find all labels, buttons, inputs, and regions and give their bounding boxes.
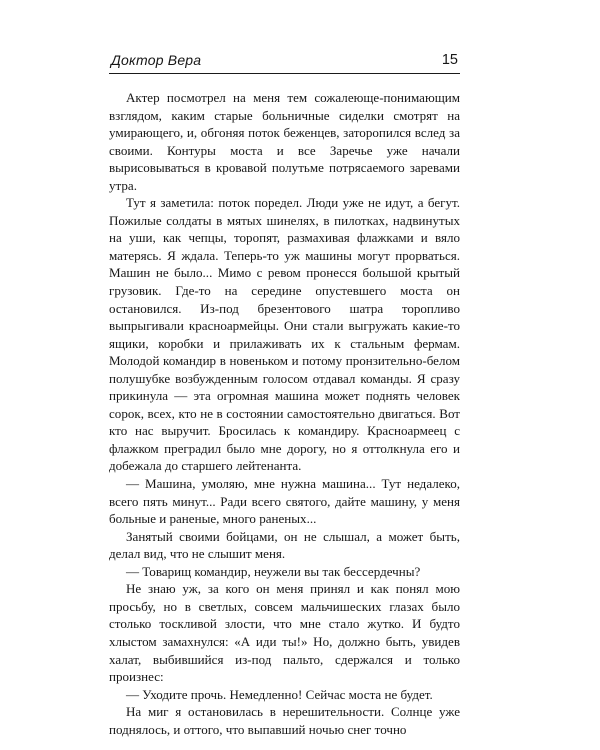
paragraph: — Машина, умоляю, мне нужна машина... Тут недалеко, всего пять минут... Ради всего святого, дайте машину, у меня больные и раненые, много раненых... <box>109 476 460 527</box>
running-header <box>109 49 460 74</box>
paragraph: Занятый своими бойцами, он не слышал, а может быть, делал вид, что не слышит меня. <box>109 528 460 562</box>
paragraph: Не знаю уж, за кого он меня принял и как понял мою просьбу, но в светлых, совсем мальчишеских глазах было столько тоскливой злости, что мне стало жутко. И будто хлыстом замахнулся: «А иди ты!» Но, должно быть, увидев халат, выбившийся из-под пальто, сдержался и только произнес: <box>109 581 460 685</box>
paragraph: На миг я остановилась в нерешительности. Солнце уже поднялось, и оттого, что выпавший ночью снег точно <box>109 704 460 737</box>
body-text <box>109 89 460 738</box>
paragraph: — Товарищ командир, неужели вы так бессердечны? <box>126 563 421 579</box>
paragraph: Актер посмотрел на меня тем сожалеюще-понимающим взглядом, каким старые больничные сиделки смотрят на умирающего, и, обгоняя поток беженцев, заторопился вслед за своими. Контуры моста и все Заречье уже начали вырисовываться в кровавой полутьме потрясаемого заревами утра. <box>109 90 460 193</box>
page-number: 15 <box>441 52 458 68</box>
running-title: Доктор Вера <box>111 52 202 68</box>
paragraph: — Уходите прочь. Немедленно! Сейчас моста не будет. <box>126 686 433 702</box>
paragraph: Тут я заметила: поток поредел. Люди уже не идут, а бегут. Пожилые солдаты в мятых шинелях, в пилотках, надвинутых на уши, как чепцы, торопят, размахивая флажками и вяло матерясь. Я ждала. Теперь-то уж машины могут прорваться. Машин не было... Мимо с ревом пронесся большой крытый грузовик. Где-то на середине опустевшего моста он остановился. Из-под брезентового шатра торопливо выпрыгивали красноармейцы. Они стали выгружать какие-то ящики, коробки и прилаживать их к стальным фермам. Молодой командир в новеньком и потому пронзительно-белом полушубке возбужденным голосом отдавал команды. Я сразу прикинула — эта огромная машина может поднять человек сорок, всех, кто не в состоянии самостоятельно двигаться. Вот кто нас выручит. Бросилась к командиру. Красноармеец с флажком преградил было мне дорогу, но я оттолкнула его и добежала до старшего лейтенанта. <box>109 195 460 474</box>
